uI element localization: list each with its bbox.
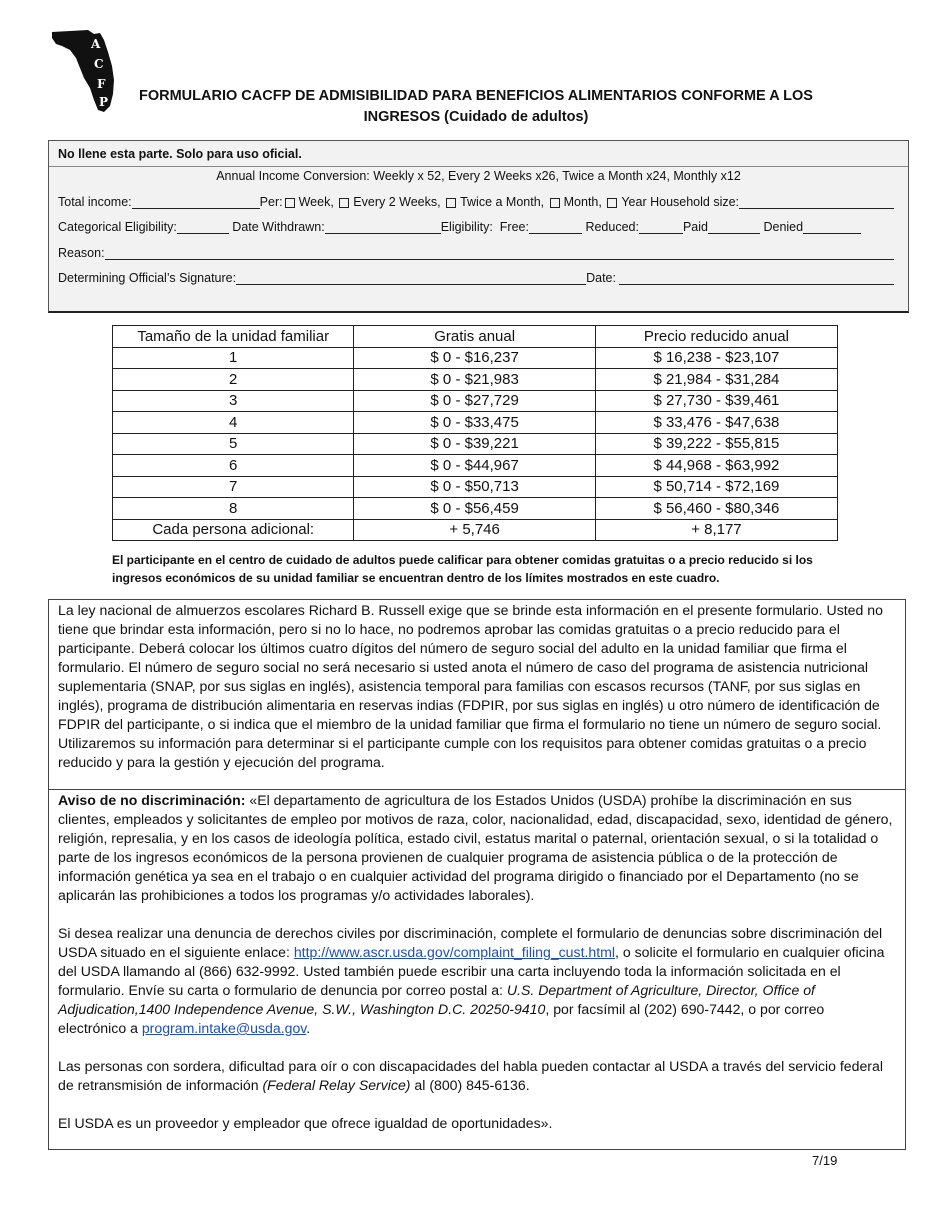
email-link[interactable]: program.intake@usda.gov [141, 1020, 307, 1036]
household-size-cell: 2 [113, 369, 354, 391]
free-range-cell: $ 0 - $21,983 [354, 369, 595, 391]
table-row [113, 412, 838, 434]
nondiscrimination-text: «El departamento de agricultura de los Estados Unidos (USDA) prohíbe la discriminación en sus clientes, empleados y solicitantes de empleo por motivos de raza, color, nacionalidad, edad, discapacidad, sexo, identidad de género, religión, represalia, y en los casos de ideología política, estado civil, estatus marital o paternal, orientación sexual, o si la totalidad o parte de los ingresos económicos de la persona provienen de cualquier programa de asistencia pública o de la protección de información genética ya sea en el trabajo o en cualquier actividad del programa dirigido o financiado por el Departamento (no se aplicarán las prohibiciones a todos los programas y/o actividades laborales). [58, 792, 893, 903]
categorical-eligibility-field[interactable] [177, 220, 229, 234]
free-range-cell: + 5,746 [354, 519, 595, 541]
eligibility-row [58, 218, 894, 234]
household-size-field[interactable] [739, 195, 894, 209]
complaint-paragraph [58, 924, 896, 1038]
free-range-cell: $ 0 - $16,237 [354, 347, 595, 369]
year-label: Year [621, 195, 647, 209]
week-checkbox[interactable] [285, 198, 295, 208]
eligibility-label: Eligibility: [440, 220, 493, 234]
signature-row [58, 269, 894, 285]
reason-label: Reason: [58, 246, 105, 260]
reduced-field[interactable] [639, 220, 683, 234]
free-range-cell: $ 0 - $33,475 [354, 412, 595, 434]
household-size-cell: 1 [113, 347, 354, 369]
reduced-range-cell: $ 27,730 - $39,461 [595, 390, 837, 412]
date-withdrawn-field[interactable] [325, 220, 441, 234]
privacy-statement-box [48, 599, 906, 790]
title-line-2: INGRESOS (Cuidado de adultos) [363, 109, 589, 125]
household-size-cell: 3 [113, 390, 354, 412]
title-line-1: FORMULARIO CACFP DE ADMISIBILIDAD PARA BENEFICIOS ALIMENTARIOS CONFORME A LOS [139, 88, 813, 104]
complaint-form-link[interactable]: http://www.ascr.usda.gov/complaint_filing_cust.html [293, 944, 616, 960]
week-label: Week, [298, 195, 334, 209]
reduced-label: Reduced: [585, 220, 639, 234]
reduced-range-cell: $ 56,460 - $80,346 [595, 498, 837, 520]
table-row [113, 455, 838, 477]
household-size-cell: 5 [113, 433, 354, 455]
household-size-cell: 8 [113, 498, 354, 520]
page-number: 7/19 [812, 1153, 838, 1168]
reduced-range-cell: $ 44,968 - $63,992 [595, 455, 837, 477]
complaint-text: Si desea realizar una denuncia de derechos civiles por discriminación, complete el formulario de denuncias sobre discriminación del USDA situado en el siguiente enlace: [58, 925, 883, 960]
reduced-range-cell: $ 39,222 - $55,815 [595, 433, 837, 455]
month-label: Month, [563, 195, 602, 209]
free-range-cell: $ 0 - $27,729 [354, 390, 595, 412]
logo-letter: F [97, 77, 106, 91]
signature-field[interactable] [236, 271, 586, 285]
official-use-section [48, 140, 909, 313]
table-row [113, 433, 838, 455]
table-row [113, 476, 838, 498]
total-income-field[interactable] [132, 195, 260, 209]
free-label: Free: [499, 220, 529, 234]
column-header: Precio reducido anual [595, 326, 837, 348]
date-withdrawn-label: Date Withdrawn: [232, 220, 325, 234]
relay-service-paragraph [58, 1057, 896, 1095]
reduced-range-cell: $ 50,714 - $72,169 [595, 476, 837, 498]
date-field[interactable] [619, 271, 894, 285]
nondiscrimination-paragraph-1 [58, 791, 896, 905]
complaint-text: , o solicite el formulario en cualquier oficina del USDA llamando al (866) 632-9992. Usted también puede escribir una carta incluyendo toda la información solicitada en el formulario. Envíe su carta o formulario de denuncia por correo postal a: [58, 944, 885, 998]
twice-a-month-checkbox[interactable] [446, 198, 456, 208]
free-range-cell: $ 0 - $56,459 [354, 498, 595, 520]
logo-letter: P [99, 95, 109, 109]
logo-letter: C [94, 57, 104, 71]
table-row [113, 498, 838, 520]
twice-a-month-label: Twice a Month, [460, 195, 545, 209]
mailing-address: U.S. Department of Agriculture, Director, Office of Adjudication,1400 Independence Avenue, S.W., Washington D.C. 20250-9410 [58, 982, 815, 1017]
relay-text: al (800) 845-6136. [410, 1077, 530, 1093]
reduced-range-cell: $ 21,984 - $31,284 [595, 369, 837, 391]
privacy-statement-text: La ley nacional de almuerzos escolares Richard B. Russell exige que se brinde esta información en el presente formulario. Usted no tiene que brindar esta información, pero si no lo hace, no podremos aprobar las comidas gratuitas o a precio reducido para el participante. Deberá colocar los últimos cuatro dígitos del número de seguro social del adulto en la unidad familiar que firma el formulario. El número de seguro social no será necesario si usted anota el número de caso del programa de asistencia nutricional suplementaria (SNAP, por sus siglas en inglés), asistencia temporal para familias con escasos recursos (TANF, por sus siglas en inglés), programa de distribución alimentaria en reservas indias (FDPIR, por sus siglas en inglés) u otro número de identificación de FDPIR del participante, o si indica que el miembro de la unidad familiar que firma el formulario no tiene un número de seguro social. Utilizaremos su información para determinar si el participante cumple con los requisitos para obtener comidas gratuitas o a precio reducido y para la gestión y ejecución del programa. [58, 602, 883, 770]
denied-field[interactable] [803, 220, 861, 234]
complaint-text: . [306, 1020, 311, 1036]
reason-field[interactable] [105, 246, 894, 260]
denied-label: Denied [763, 220, 804, 234]
table-note: El participante en el centro de cuidado de adultos puede calificar para obtener comidas gratuitas o a precio reducido si los ingresos económicos de su unidad familiar se encuentran dentro de los límites mostrados en este cuadro. [112, 553, 813, 585]
paid-field[interactable] [708, 220, 760, 234]
every-2-weeks-checkbox[interactable] [339, 198, 349, 208]
date-label: Date: [586, 271, 616, 285]
household-size-cell: 4 [113, 412, 354, 434]
florida-map-icon [50, 28, 116, 114]
acfp-logo [50, 28, 116, 114]
nondiscrimination-notice-box [48, 789, 906, 1150]
reduced-range-cell: + 8,177 [595, 519, 837, 541]
reduced-range-cell: $ 16,238 - $23,107 [595, 347, 837, 369]
complaint-text: , por facsímil al (202) 690-7442, o por correo electrónico a [58, 1001, 825, 1036]
column-header: Gratis anual [354, 326, 595, 348]
form-title [120, 86, 832, 128]
per-label: Per: [259, 195, 283, 209]
table-row [113, 519, 838, 541]
total-income-row [58, 193, 894, 209]
free-range-cell: $ 0 - $39,221 [354, 433, 595, 455]
official-use-heading: No llene esta parte. Solo para uso oficial. [58, 147, 302, 161]
reduced-range-cell: $ 33,476 - $47,638 [595, 412, 837, 434]
relay-service-name: (Federal Relay Service) [262, 1077, 411, 1093]
categorical-eligibility-label: Categorical Eligibility: [58, 220, 177, 234]
table-row [113, 369, 838, 391]
month-checkbox[interactable] [550, 198, 560, 208]
income-conversion-note: Annual Income Conversion: Weekly x 52, Every 2 Weeks x26, Twice a Month x24, Monthly x12 [216, 169, 741, 183]
section-divider [49, 166, 908, 167]
household-size-cell: Cada persona adicional: [113, 519, 354, 541]
year-checkbox[interactable] [607, 198, 617, 208]
equal-opportunity-statement: El USDA es un proveedor y empleador que ofrece igualdad de oportunidades». [58, 1115, 553, 1131]
logo-letter: A [91, 37, 101, 51]
free-range-cell: $ 0 - $44,967 [354, 455, 595, 477]
table-header-row [113, 326, 838, 348]
income-eligibility-table [112, 325, 838, 541]
household-size-cell: 6 [113, 455, 354, 477]
table-row [113, 347, 838, 369]
household-size-label: Household size: [650, 195, 740, 209]
free-range-cell: $ 0 - $50,713 [354, 476, 595, 498]
every-2-weeks-label: Every 2 Weeks, [353, 195, 441, 209]
reason-row [58, 244, 894, 260]
household-size-cell: 7 [113, 476, 354, 498]
total-income-label: Total income: [58, 195, 132, 209]
signature-label: Determining Official’s Signature: [58, 271, 237, 285]
relay-text: Las personas con sordera, dificultad para oír o con discapacidades del habla pueden contactar al USDA a través del servicio federal de retransmisión de información [58, 1058, 883, 1093]
free-field[interactable] [529, 220, 582, 234]
paid-label: Paid [682, 220, 708, 234]
table-row [113, 390, 838, 412]
column-header: Tamaño de la unidad familiar [113, 326, 354, 348]
nondiscrimination-heading: Aviso de no discriminación: [58, 792, 246, 808]
